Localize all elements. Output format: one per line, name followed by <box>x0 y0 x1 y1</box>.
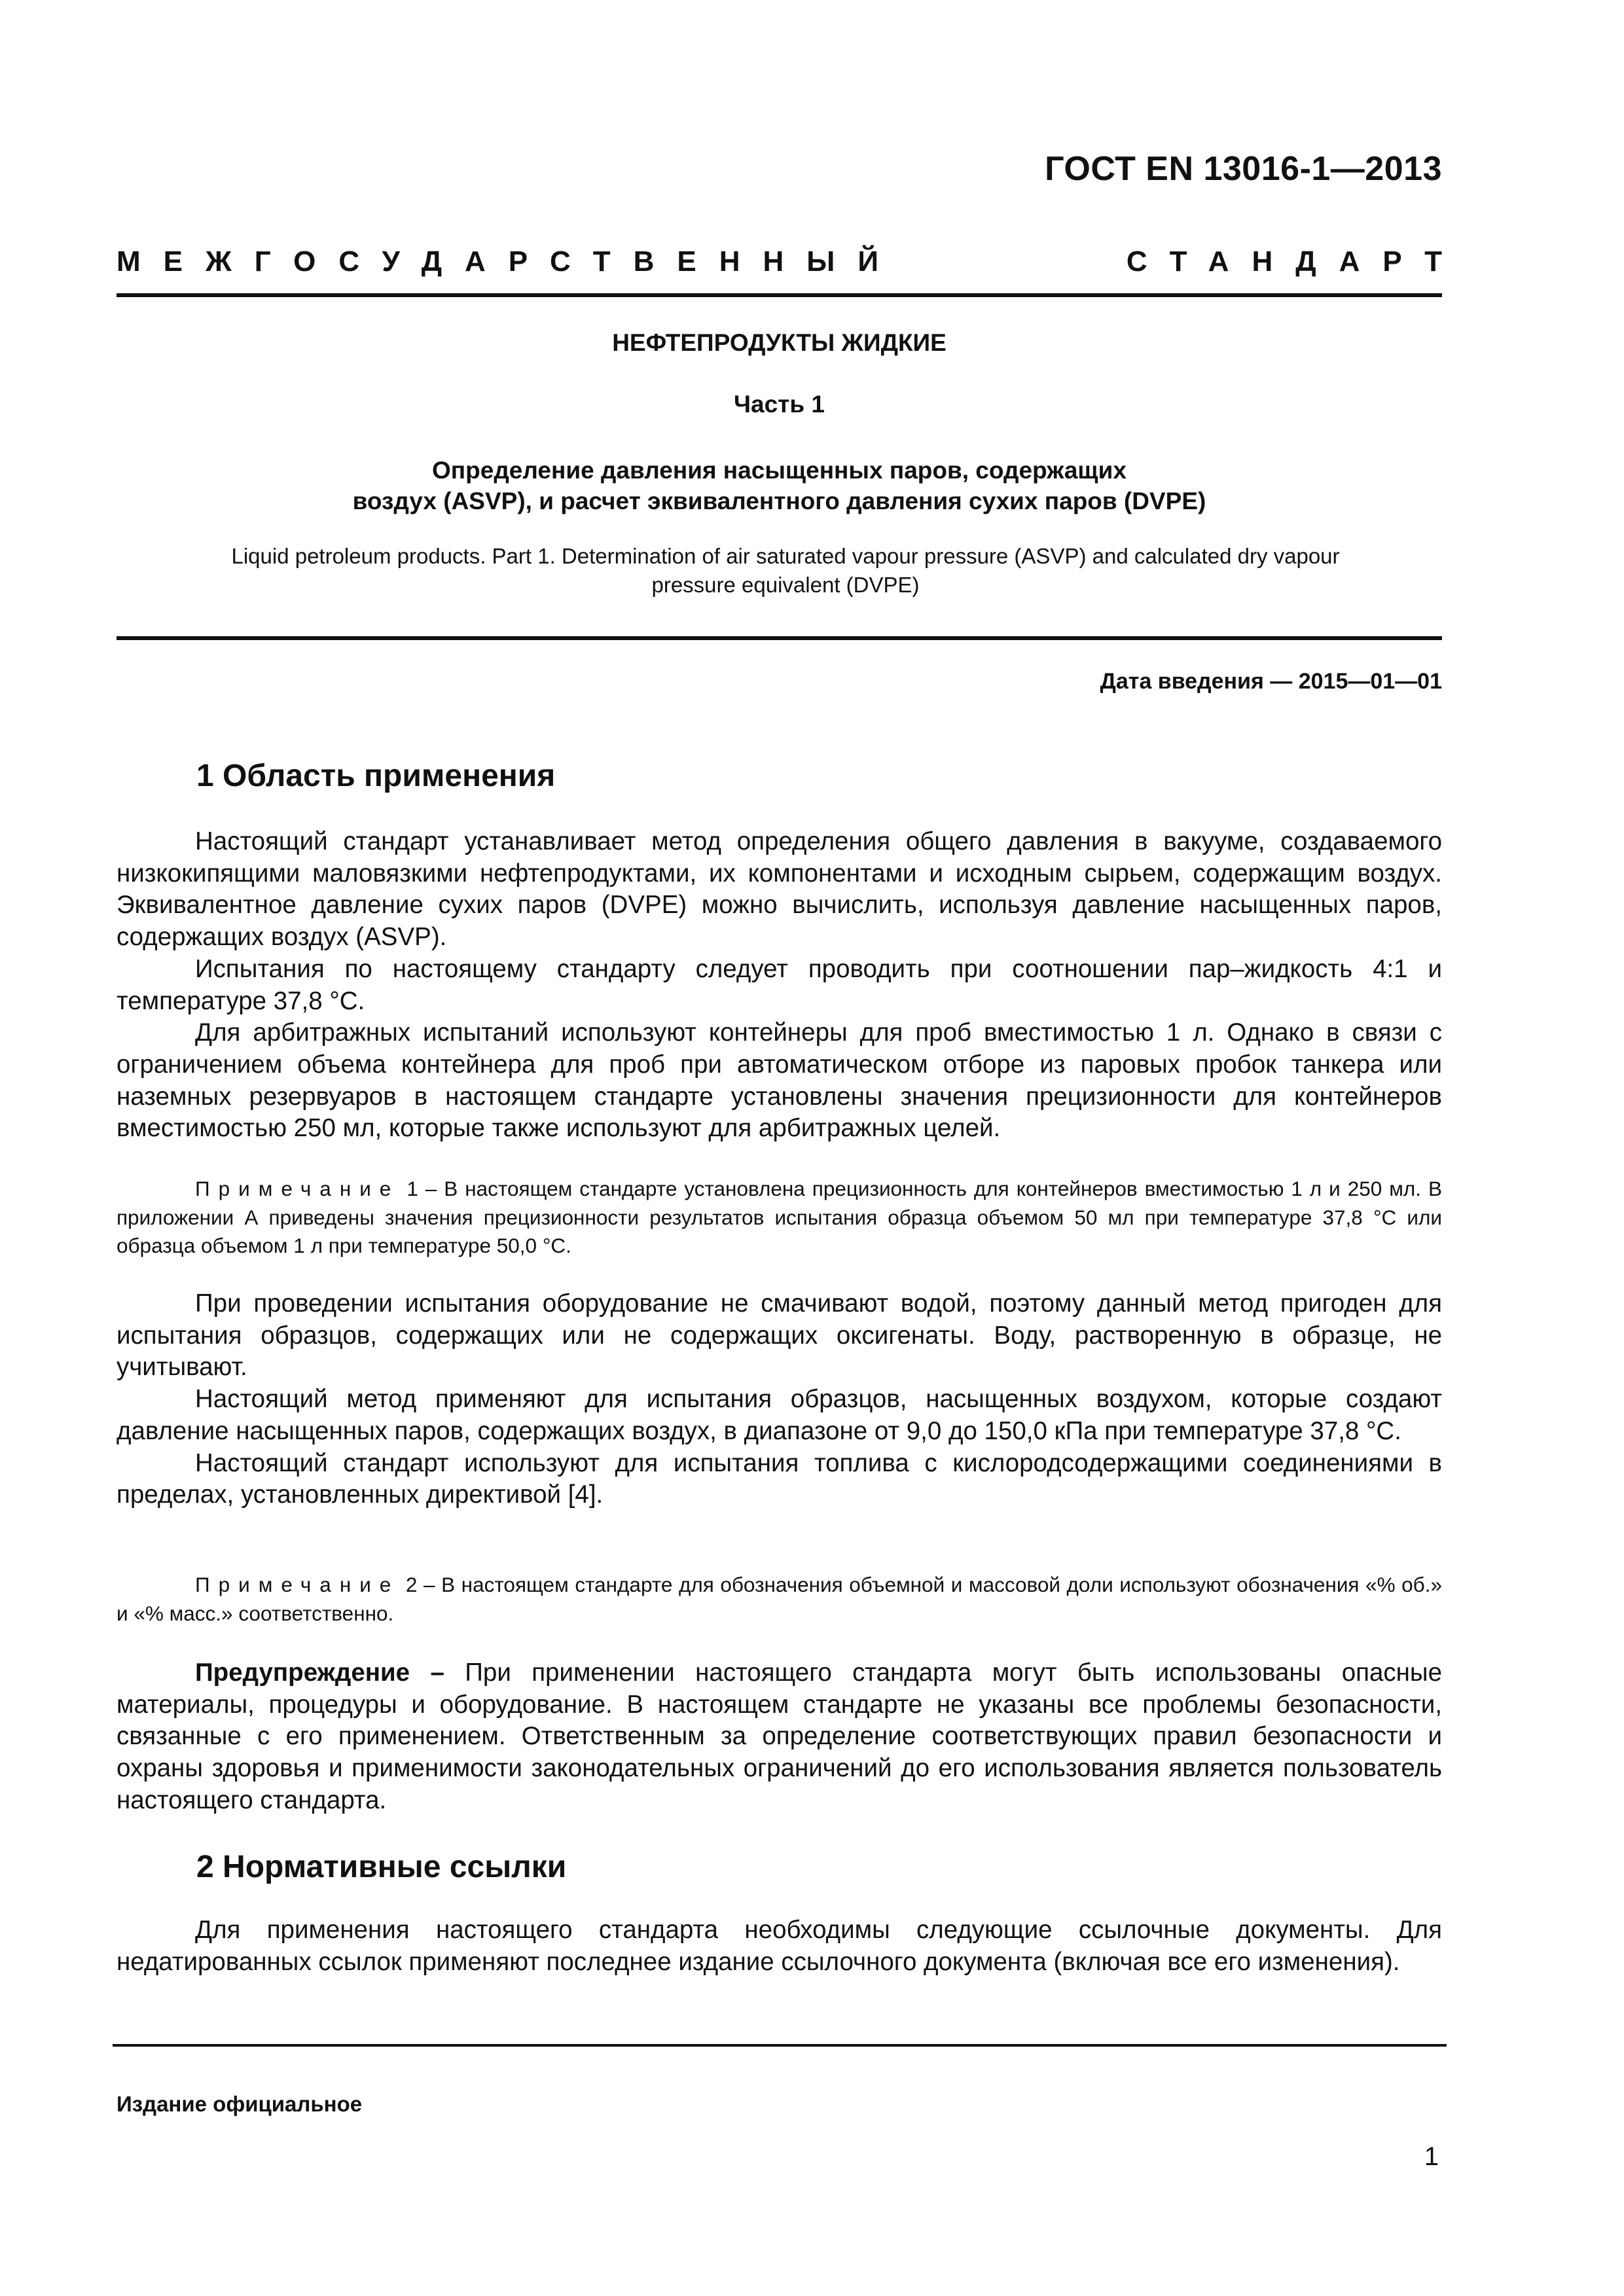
note-2 <box>117 1571 1442 1628</box>
paragraph: Для арбитражных испытаний используют контейнеры для проб вместимостью 1 л. Однако в связи с ограничением объема контейнера для проб при автоматическом отборе из паровых пробок танкера или наземных резервуаров в настоящем стандарте установлены значения прецизионности для контейнеров вместимостью 250 мл, которые также используют для арбитражных целей. <box>117 1018 1442 1143</box>
paragraph: Настоящий метод применяют для испытания образцов, насыщенных воздухом, которые создают давление насыщенных паров, содержащих воздух, в диапазоне от 9,0 до 150,0 кПа при температуре 37,8 °С. <box>117 1385 1442 1445</box>
paragraph: При проведении испытания оборудование не смачивают водой, поэтому данный метод пригоден для испытания образцов, содержащих или не содержащих оксигенаты. Воду, растворенную в образце, не учитывают. <box>117 1289 1442 1382</box>
note-text: 2 – В настоящем стандарте для обозначения объемной и массовой доли используют обозначения «% об.» и «% масс.» соответственно. <box>117 1573 1442 1625</box>
footer-divider <box>113 2044 1447 2047</box>
warning-text: При применении настоящего стандарта могут быть использованы опасные материалы, процедуры и оборудование. В настоящем стандарте не указаны все проблемы безопасности, связанные с его применением. Ответственным за определение соответствующих правил безопасности и охраны здоровья и применимости законодательных ограничений до его использования является пользователь настоящего стандарта. <box>117 1659 1442 1814</box>
section-heading-scope: 1 Область применения <box>196 759 556 793</box>
section-heading-normative-references: 2 Нормативные ссылки <box>196 1850 567 1884</box>
title-divider <box>117 636 1442 640</box>
document-title: НЕФТЕПРОДУКТЫ ЖИДКИЕ <box>612 329 947 356</box>
normative-references-paragraph <box>117 1914 1442 1978</box>
standard-type-word1: МЕЖГОСУДАРСТВЕННЫЙ <box>117 245 901 278</box>
paragraph: Настоящий стандарт используют для испытания топлива с кислородсодержащими соединениями в пределах, установленных директивой [4]. <box>117 1448 1442 1509</box>
scope-paragraphs-2 <box>117 1288 1442 1511</box>
note-label: Примечание <box>195 1177 400 1200</box>
top-divider <box>117 293 1442 297</box>
document-subtitle <box>117 455 1442 516</box>
warning-label: Предупреждение – <box>195 1659 444 1687</box>
english-title: Liquid petroleum products. Part 1. Determination of air saturated vapour pressure (ASVP) and calculated dry vapour pressure equivalent (DVPE) <box>231 544 1340 597</box>
note-1 <box>117 1175 1442 1261</box>
paragraph: Испытания по настоящему стандарту следует проводить при соотношении пар–жидкость 4:1 и температуре 37,8 °С. <box>117 954 1442 1015</box>
subtitle-line-1: Определение давления насыщенных паров, содержащих <box>432 457 1127 484</box>
standard-type-heading <box>117 245 1465 278</box>
introduction-date: Дата введения — 2015—01—01 <box>1100 669 1442 694</box>
subtitle-line-2: воздух (ASVP), и расчет эквивалентного давления сухих паров (DVPE) <box>352 488 1206 514</box>
page-number: 1 <box>1424 2142 1439 2171</box>
note-label: Примечание <box>195 1573 400 1596</box>
scope-paragraphs-1 <box>117 826 1442 1145</box>
official-edition-label: Издание официальное <box>117 2092 363 2116</box>
paragraph: Настоящий стандарт устанавливает метод определения общего давления в вакууме, создаваемого низкокипящими маловязкими нефтепродуктами, их компонентами и исходным сырьем, содержащим воздух. Эквивалентное давление сухих паров (DVPE) можно вычислить, используя давление насыщенных паров, содержащих воздух (ASVP). <box>117 827 1442 952</box>
warning-paragraph <box>117 1657 1442 1817</box>
note-text: 1 – В настоящем стандарте установлена прецизионность для контейнеров вместимостью 1 л и 250 мл. В приложении А приведены значения прецизионности результатов испытания образца объемом 50 мл при температуре 37,8 °С или образца объемом 1 л при температуре 50,0 °С. <box>117 1177 1442 1257</box>
document-part: Часть 1 <box>734 391 825 418</box>
standard-type-word2: СТАНДАРТ <box>1126 245 1465 278</box>
paragraph: Для применения настоящего стандарта необходимы следующие ссылочные документы. Для недатированных ссылок применяют последнее издание ссылочного документа (включая все его изменения). <box>117 1916 1442 1976</box>
gost-code: ГОСТ EN 13016-1—2013 <box>1045 150 1442 188</box>
